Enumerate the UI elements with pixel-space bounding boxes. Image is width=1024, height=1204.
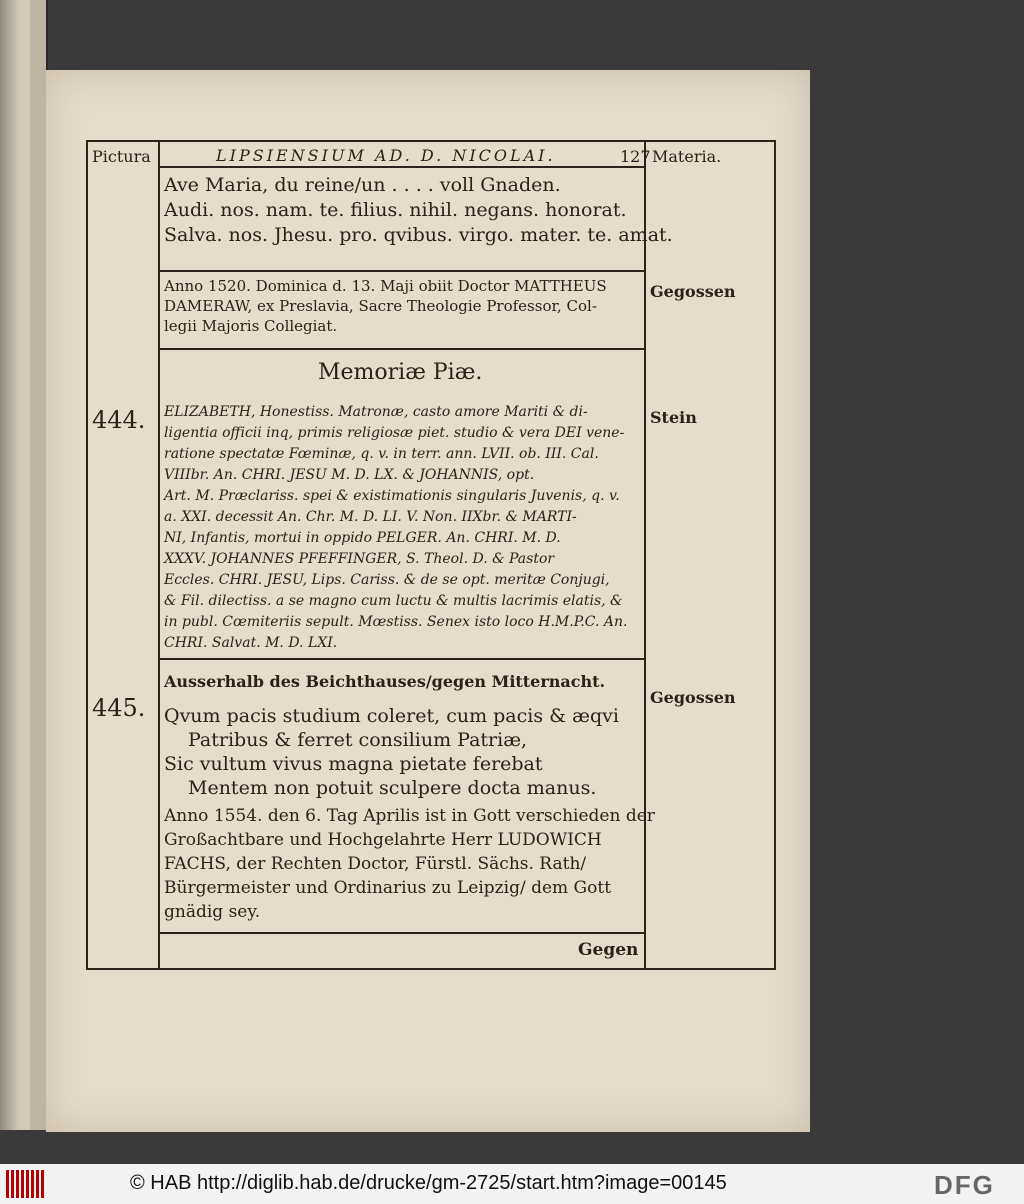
library-logo-icon bbox=[6, 1170, 46, 1198]
copyright-link[interactable]: © HAB http://diglib.hab.de/drucke/gm-2725/start.htm?image=00145 bbox=[130, 1172, 727, 1194]
entry-444-line-2: ligentia officii inq, primis religiosæ piet. studio & vera DEI vene- bbox=[164, 425, 625, 441]
entry-444-line-10: & Fil. dilectiss. a se magno cum luctu & multis lacrimis elatis, & bbox=[164, 593, 623, 609]
material-444: Stein bbox=[650, 408, 697, 427]
memoriae-title: Memoriæ Piæ. bbox=[318, 360, 483, 385]
book-page bbox=[46, 70, 810, 1132]
prose-line-5: gnädig sey. bbox=[164, 902, 261, 922]
entry-1520-line-3: legii Majoris Collegiat. bbox=[164, 317, 338, 335]
entry-444-line-5: Art. M. Præclariss. spei & existimationis singularis Juvenis, q. v. bbox=[164, 488, 620, 504]
entry-444-line-12: CHRI. Salvat. M. D. LXI. bbox=[164, 635, 338, 651]
header-materia: Materia. bbox=[652, 147, 722, 166]
entry-444-line-11: in publ. Cœmiteriis sepult. Mœstiss. Senex isto loco H.M.P.C. An. bbox=[164, 614, 628, 630]
entry-444-line-1: ELIZABETH, Honestiss. Matronæ, casto amore Mariti & di- bbox=[164, 404, 588, 420]
rule-4 bbox=[160, 932, 644, 934]
entry-1520-line-2: DAMERAW, ex Preslavia, Sacre Theologie Professor, Col- bbox=[164, 297, 597, 315]
prose-line-3: FACHS, der Rechten Doctor, Fürstl. Sächs. Rath/ bbox=[164, 854, 587, 874]
entry-444-line-6: a. XXI. decessit An. Chr. M. D. LI. V. Non. IIXbr. & MARTI- bbox=[164, 509, 577, 525]
rule-2 bbox=[160, 348, 644, 350]
rule-3 bbox=[160, 658, 644, 660]
verse-line-1: Qvum pacis studium coleret, cum pacis & æqvi bbox=[164, 705, 619, 727]
verse-line-4: Mentem non potuit sculpere docta manus. bbox=[188, 777, 597, 799]
viewer-footer bbox=[0, 1164, 1024, 1204]
top-line-2: Audi. nos. nam. te. filius. nihil. negans. honorat. bbox=[164, 199, 627, 221]
entry-444-line-7: NI, Infantis, mortui in oppido PELGER. An. CHRI. M. D. bbox=[164, 530, 561, 546]
top-line-1: Ave Maria, du reine/un . . . . voll Gnaden. bbox=[164, 174, 561, 196]
prose-line-4: Bürgermeister und Ordinarius zu Leipzig/ dem Gott bbox=[164, 878, 612, 898]
rule-1 bbox=[160, 270, 644, 272]
left-column-rule bbox=[158, 142, 160, 968]
header-pictura: Pictura bbox=[92, 147, 151, 166]
material-1520: Gegossen bbox=[650, 282, 736, 301]
dfg-logo: DFG bbox=[934, 1170, 995, 1200]
right-column-rule bbox=[644, 142, 646, 968]
entry-1520-line-1: Anno 1520. Dominica d. 13. Maji obiit Doctor MATTHEUS bbox=[164, 277, 607, 295]
prose-line-1: Anno 1554. den 6. Tag Aprilis ist in Gott verschieden der bbox=[164, 806, 655, 826]
running-title: LIPSIENSIUM AD. D. NICOLAI. bbox=[216, 146, 556, 165]
header-rule bbox=[160, 166, 644, 168]
top-line-3: Salva. nos. Jhesu. pro. qvibus. virgo. mater. te. amat. bbox=[164, 224, 673, 246]
page-frame bbox=[86, 140, 776, 970]
verse-line-3: Sic vultum vivus magna pietate ferebat bbox=[164, 753, 543, 775]
entry-number-445: 445. bbox=[92, 694, 146, 722]
entry-444-line-4: VIIIbr. An. CHRI. JESU M. D. LX. & JOHANNIS, opt. bbox=[164, 467, 535, 483]
catchword: Gegen bbox=[578, 940, 639, 960]
entry-444-line-9: Eccles. CHRI. JESU, Lips. Cariss. & de se opt. meritæ Conjugi, bbox=[164, 572, 610, 588]
entry-number-444: 444. bbox=[92, 406, 146, 434]
entry-445-heading: Ausserhalb des Beichthauses/gegen Mitternacht. bbox=[164, 672, 606, 691]
verse-line-2: Patribus & ferret consilium Patriæ, bbox=[188, 729, 528, 751]
prose-line-2: Großachtbare und Hochgelahrte Herr LUDOWICH bbox=[164, 830, 602, 850]
entry-444-line-8: XXXV. JOHANNES PFEFFINGER, S. Theol. D. & Pastor bbox=[164, 551, 555, 567]
entry-444-line-3: ratione spectatæ Fœminæ, q. v. in terr. ann. LVII. ob. III. Cal. bbox=[164, 446, 599, 462]
page-number: 127 bbox=[620, 147, 651, 166]
material-445: Gegossen bbox=[650, 688, 736, 707]
